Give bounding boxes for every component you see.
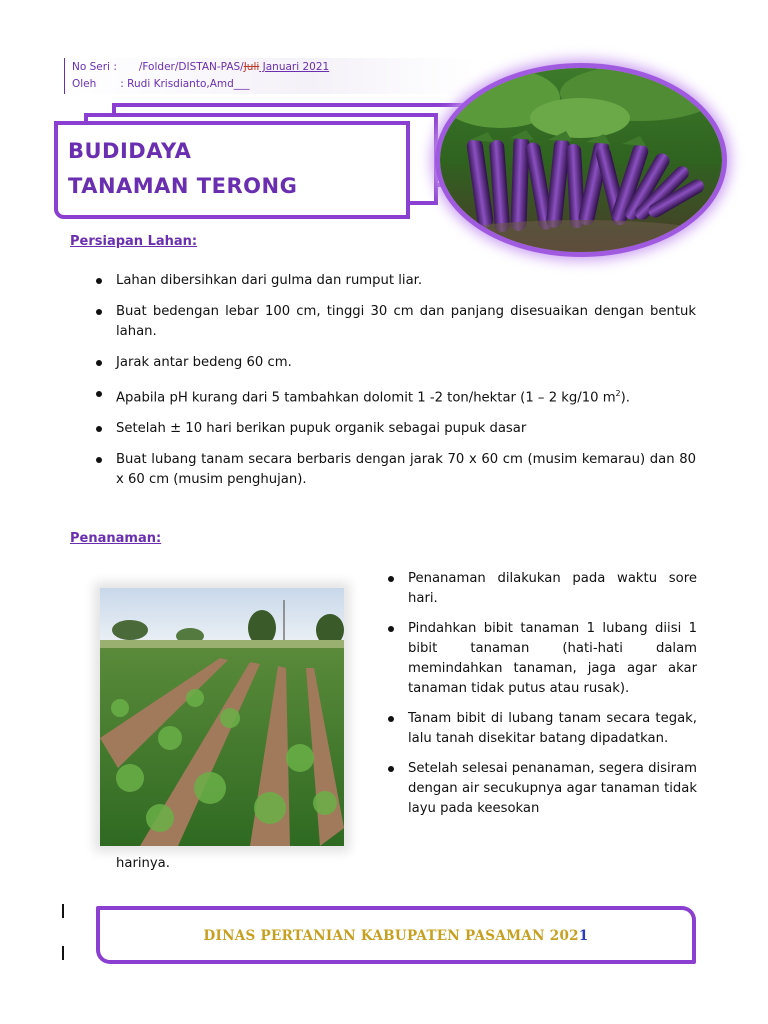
serial-path: /Folder/DISTAN-PAS/: [138, 61, 244, 73]
title-box: [54, 121, 410, 219]
meta-line-author: [72, 78, 250, 90]
bullet-icon: [388, 716, 394, 722]
bullet-icon: [96, 391, 102, 397]
margin-mark: [62, 904, 64, 918]
title-line-1: BUDIDAYA: [68, 139, 192, 163]
field-photo: [100, 588, 344, 846]
title-line-2: TANAMAN TERONG: [68, 174, 298, 198]
document-meta: [64, 58, 475, 94]
list-item: Setelah selesai penanaman, segera disiram dengan air secukupnya agar tanaman tidak layu pada keesokan: [408, 759, 697, 819]
bullet-icon: [96, 360, 102, 366]
penanaman-tail: harinya.: [116, 856, 170, 871]
list-item: Buat bedengan lebar 100 cm, tinggi 30 cm dan panjang disesuaikan dengan bentuk lahan.: [116, 302, 696, 342]
bullet-icon: [96, 309, 102, 315]
serial-label: No Seri :: [72, 61, 117, 73]
section-heading-penanaman: Penanaman:: [70, 531, 162, 546]
list-item: Penanaman dilakukan pada waktu sore hari.: [408, 569, 697, 609]
list-item: Buat lubang tanam secara berbaris dengan jarak 70 x 60 cm (musim kemarau) dan 80 x 60 cm (musim penghujan).: [116, 450, 696, 490]
section-heading-lahan: Persiapan Lahan:: [70, 234, 198, 249]
bullet-icon: [96, 278, 102, 284]
footer-year-digit: 1: [578, 928, 589, 944]
list-item: Jarak antar bedeng 60 cm.: [116, 353, 696, 373]
author-label: Oleh: [72, 78, 97, 90]
struck-month: Juli: [243, 61, 260, 73]
eggplant-photo: [440, 68, 722, 252]
list-item: Apabila pH kurang dari 5 tambahkan dolomit 1 -2 ton/hektar (1 – 2 kg/10 $m^2$).: [116, 384, 696, 408]
meta-line-serial: [72, 61, 329, 73]
margin-mark: [62, 946, 64, 960]
bullet-icon: [388, 766, 394, 772]
list-item: Setelah ± 10 hari berikan pupuk organik sebagai pupuk dasar: [116, 419, 696, 439]
bullet-icon: [96, 457, 102, 463]
bullet-icon: [388, 576, 394, 582]
list-item: Tanam bibit di lubang tanam secara tegak, lalu tanah disekitar batang dipadatkan.: [408, 709, 697, 749]
author-name: : Rudi Krisdianto,Amd___: [120, 78, 250, 90]
serial-date: Januari 2021: [259, 61, 330, 73]
list-item: Lahan dibersihkan dari gulma dan rumput liar.: [116, 271, 696, 291]
footer-banner: [96, 906, 696, 964]
footer-text: DINAS PERTANIAN KABUPATEN PASAMAN 2021: [203, 928, 589, 944]
list-item: Pindahkan bibit tanaman 1 lubang diisi 1 bibit tanaman (hati-hati dalam memindahkan tanaman, jaga agar akar tanaman tidak putus atau rusak).: [408, 619, 697, 699]
lahan-list: [116, 271, 696, 490]
superscript: 2: [615, 389, 621, 398]
bullet-icon: [96, 426, 102, 432]
penanaman-list: [408, 569, 697, 819]
bullet-icon: [388, 626, 394, 632]
